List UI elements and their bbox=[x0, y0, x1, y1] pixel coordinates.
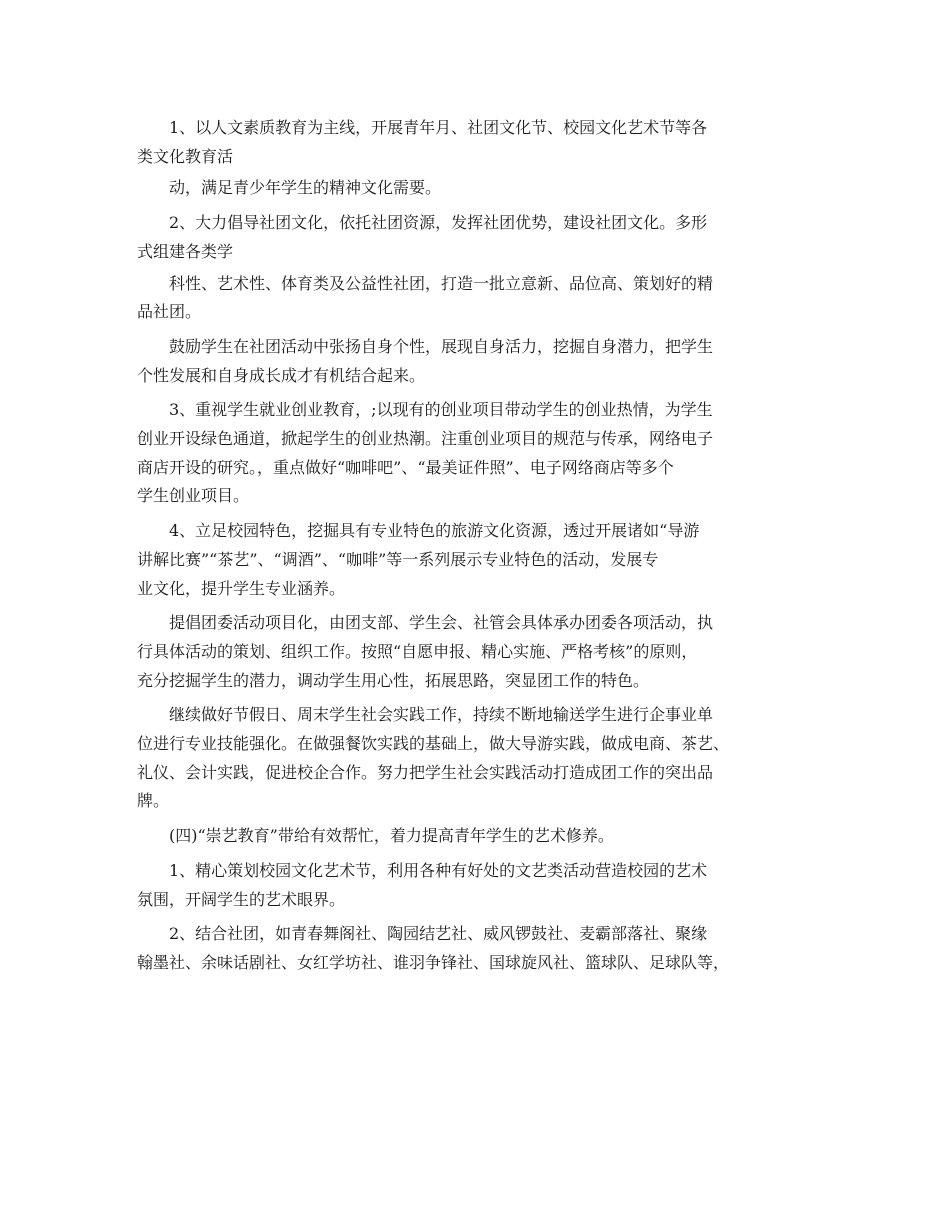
paragraph-6: 3、重视学生就业创业教育，;以现有的创业项目带动学生的创业热情，为学生 创业开设绿色通道，掀起学生的创业热潮。注重创业项目的规范与传承，网络电子 商店开设的研究。，重点做好“咖啡吧”、“最美证件照”、电子网络商店等多个 学生创业项目。 bbox=[137, 400, 714, 506]
paragraph-11: 1、精心策划校园文化艺术节，利用各种有好处的文艺类活动营造校园的艺术 氛围，开阔学生的艺术眼界。 bbox=[137, 860, 708, 909]
document-body bbox=[137, 114, 827, 984]
paragraph-7: 4、立足校园特色，挖掘具有专业特色的旅游文化资源，透过开展诸如“导游 讲解比赛”“茶艺”、“调酒”、“咖啡”等一系列展示专业特色的活动，发展专 业文化，提升学生专业涵养。 bbox=[137, 521, 700, 598]
paragraph-3: 2、大力倡导社团文化，依托社团资源，发挥社团优势，建设社团文化。多形 式组建各类学 bbox=[137, 213, 708, 261]
paragraph-2: 动，满足青少年学生的精神文化需要。 bbox=[169, 178, 442, 198]
paragraph-12: 2、结合社团，如青春舞阁社、陶园结艺社、威风锣鼓社、麦霸部落社、聚缘 翰墨社、余味话剧社、女红学坊社、谁羽争锋社、国球旋风社、篮球队、足球队等， bbox=[137, 924, 730, 972]
paragraph-10: (四)“崇艺教育”带给有效帮忙，着力提高青年学生的艺术修养。 bbox=[169, 826, 614, 846]
paragraph-8: 提倡团委活动项目化，由团支部、学生会、社管会具体承办团委各项活动，执 行具体活动的策划、组织工作。按照“自愿申报、精心实施、严格考核”的原则， 充分挖掘学生的潜力，调动学生用心性，拓展思路，突显团工作的特色。 bbox=[137, 613, 714, 690]
paragraph-5: 鼓励学生在社团活动中张扬自身个性，展现自身活力，挖掘自身潜力，把学生 个性发展和自身成长成才有机结合起来。 bbox=[137, 336, 714, 385]
paragraph-1: 1、以人文素质教育为主线，开展青年月、社团文化节、校园文化艺术节等各 类文化教育活 bbox=[137, 118, 708, 166]
paragraph-4: 科性、艺术性、体育类及公益性社团，打造一批立意新、品位高、策划好的精 品社团。 bbox=[137, 273, 714, 322]
paragraph-9: 继续做好节假日、周末学生社会实践工作，持续不断地输送学生进行企事业单 位进行专业技能强化。在做强餐饮实践的基础上，做大导游实践，做成电商、茶艺、 礼仪、会计实践，促进校企合作。努力把学生社会实践活动打造成团工作的突出品 牌。 bbox=[137, 705, 730, 811]
